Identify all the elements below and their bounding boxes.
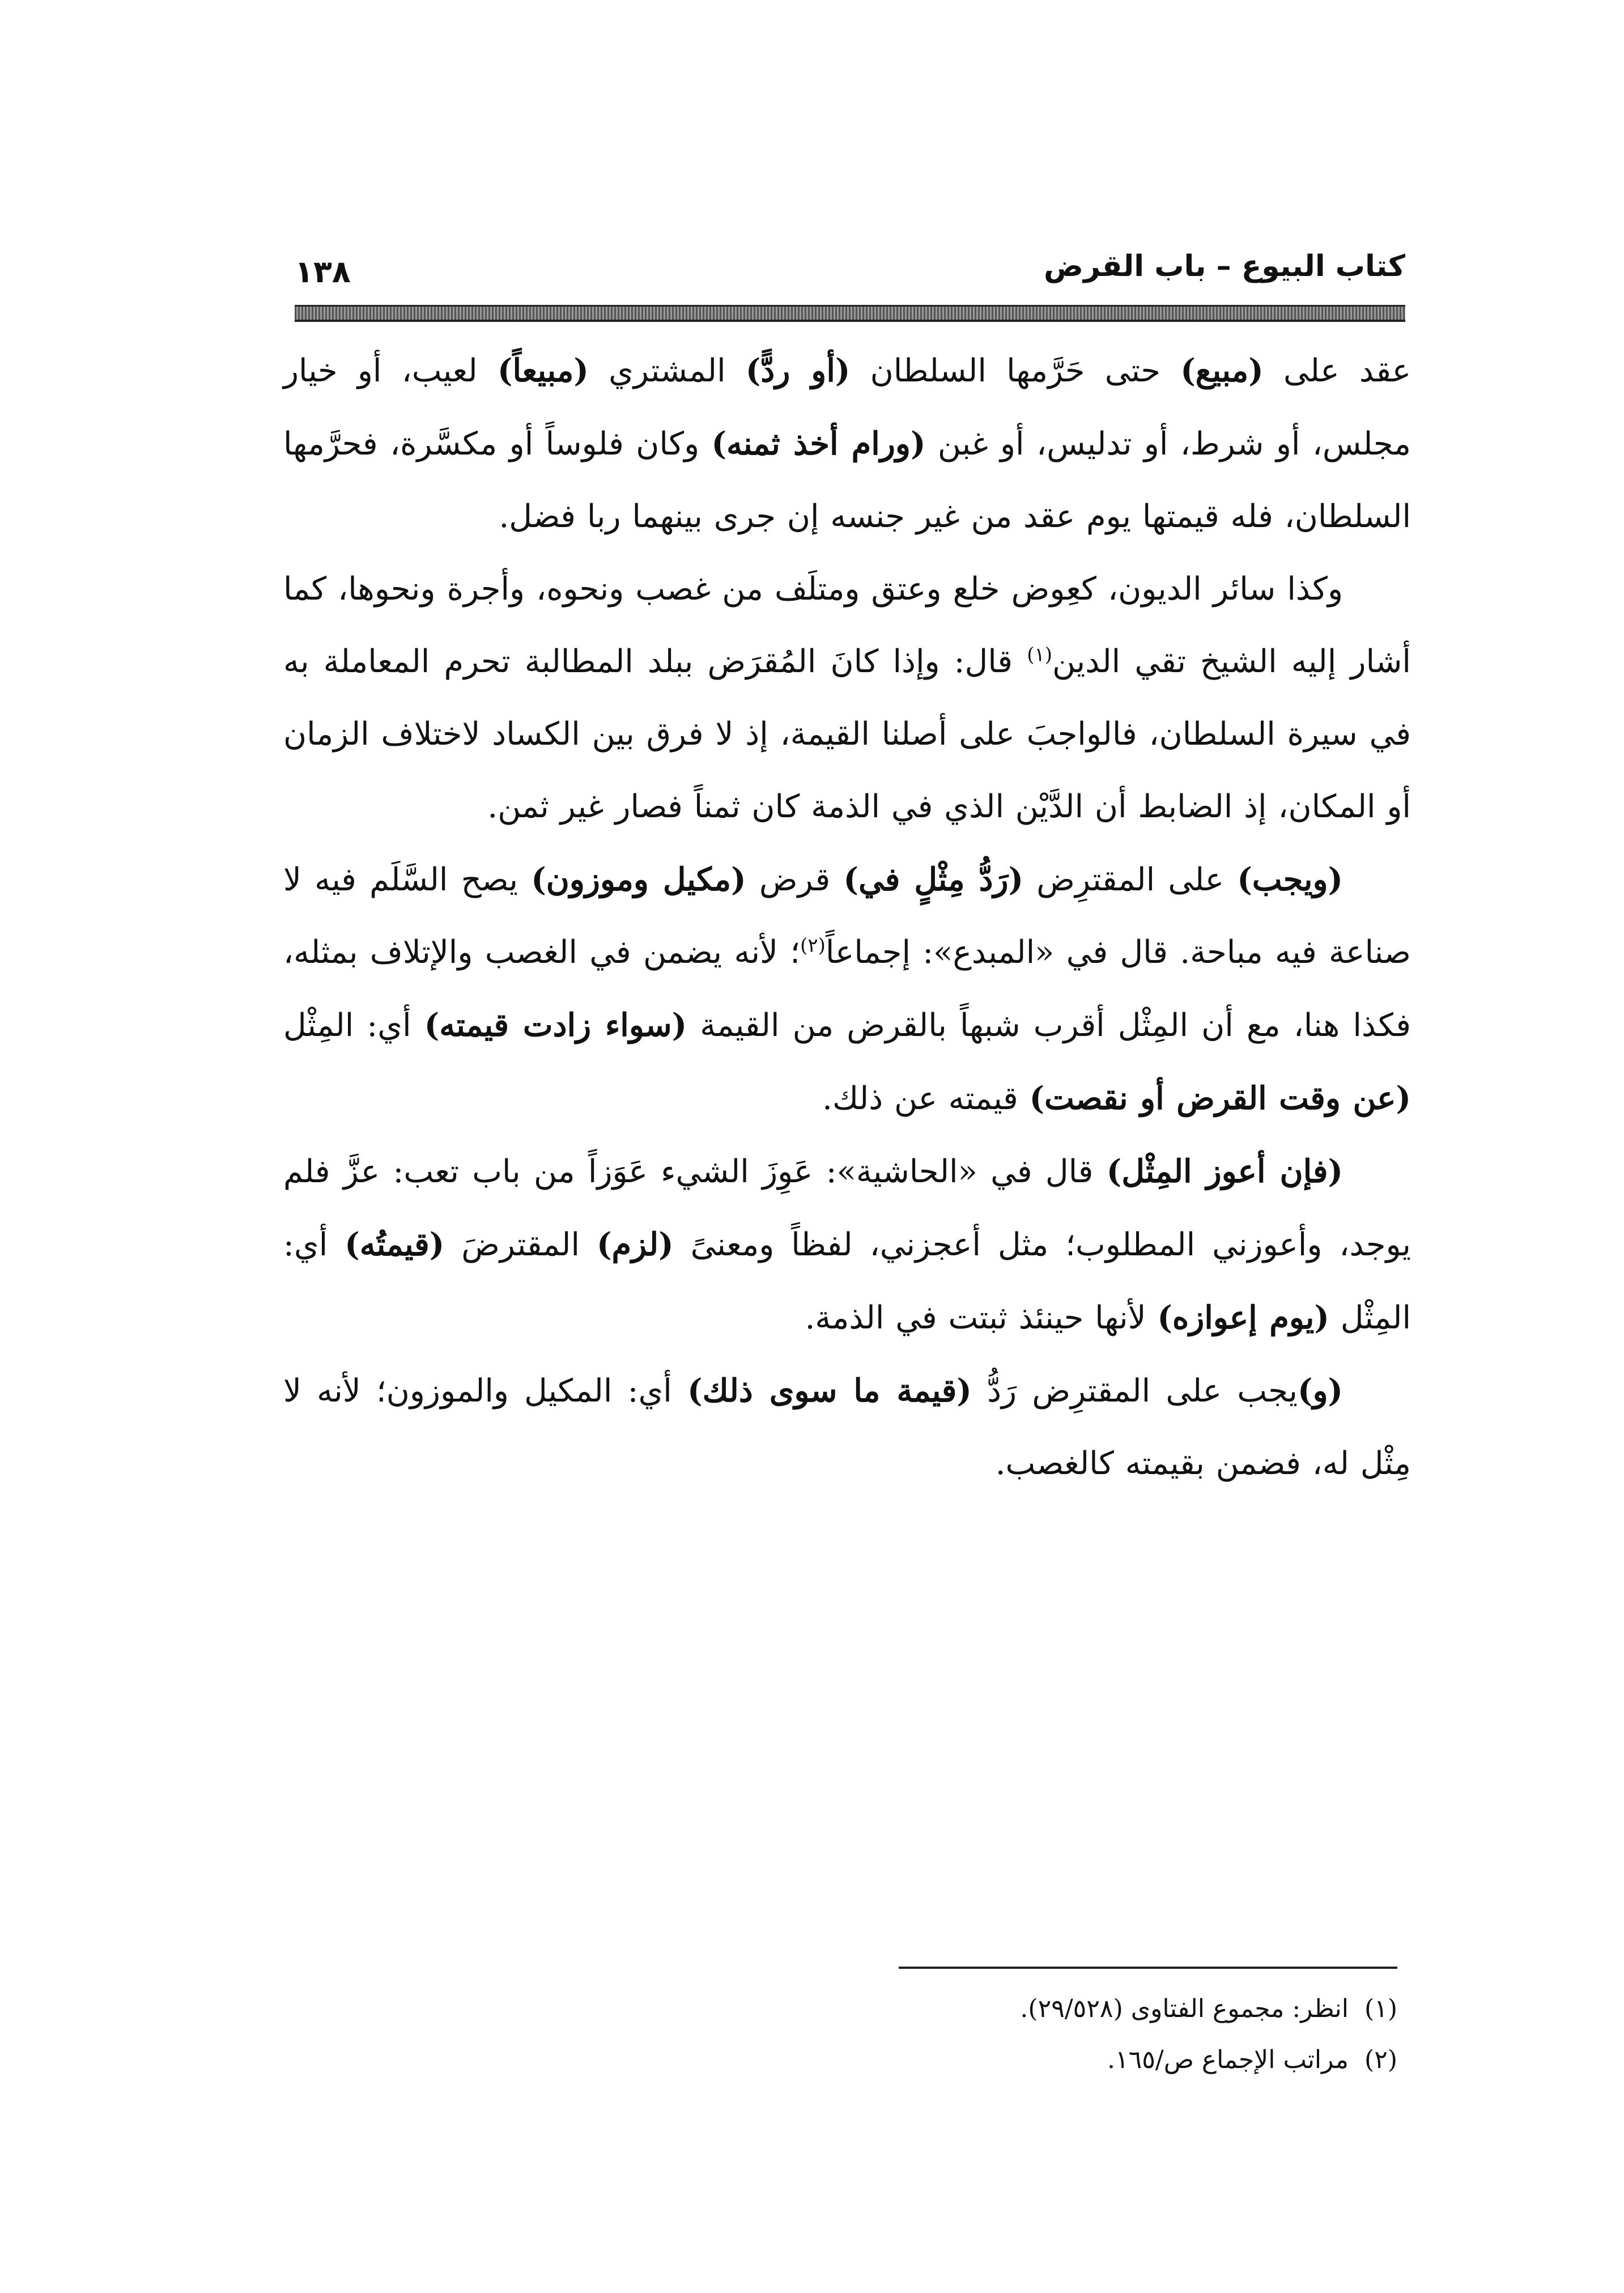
text-segment: قال: وإذا كانَ المُقرَض ببلد المطالبة تحرم المعاملة به في سيرة السلطان، فالواجبَ على أصلنا القيمة، إذ لا فرق بين الكساد لاختلاف الزمان أو المكان، إذ الضابط أن الدَّيْن الذي في الذمة كان ثمناً فصار غير ثمن. bbox=[283, 643, 1411, 825]
text-segment: يصح السَّلَم فيه لا صناعة فيه مباحة. قال في «المبدع»: إجماعاً bbox=[283, 861, 1411, 971]
text-segment: قرض bbox=[746, 861, 844, 898]
matn-text: (مكيل وموزون) bbox=[531, 861, 746, 898]
text-segment: أي: المِثْل bbox=[283, 1226, 1411, 1336]
matn-text: (فإن أعوز المِثْل) bbox=[1106, 1153, 1343, 1190]
footnote-1 bbox=[270, 1984, 1397, 2035]
text-segment: قيمته عن ذلك. bbox=[822, 1080, 1030, 1117]
matn-text: (أو ردًّ) bbox=[745, 352, 851, 389]
text-segment: على المقترِض bbox=[1023, 861, 1238, 898]
paragraph-2 bbox=[283, 553, 1411, 843]
matn-text: (قيمة ما سوى ذلك) bbox=[687, 1372, 972, 1409]
matn-text: (قيمتُه) bbox=[345, 1226, 445, 1263]
text-segment: وكذا سائر الديون، كعِوض خلع وعتق ومتلَف من غصب ونحوه، وأجرة ونحوها، كما أشار إليه الشيخ تقي الدين bbox=[283, 571, 1411, 680]
matn-text: (ورام أخذ ثمنه) bbox=[711, 425, 926, 462]
text-segment: لأنها حينئذ ثبتت في الذمة. bbox=[805, 1300, 1158, 1336]
footnote-number: (٢) bbox=[1364, 2045, 1397, 2074]
paragraph-1 bbox=[283, 334, 1411, 553]
page-header bbox=[295, 238, 1405, 300]
text-segment: المقترضَ bbox=[444, 1226, 597, 1263]
header-divider bbox=[295, 305, 1405, 322]
matn-text: (يوم إعوازه) bbox=[1157, 1299, 1329, 1336]
text-segment: حتى حَرَّمها السلطان bbox=[850, 353, 1181, 389]
text-segment: يجب على المقترِض رَدُّ bbox=[971, 1373, 1298, 1409]
footnote-marker: (١) bbox=[1027, 643, 1052, 666]
paragraph-4 bbox=[283, 1135, 1411, 1354]
text-segment: وكان فلوساً أو مكسَّرة، فحرَّمها السلطان، فله قيمتها يوم عقد من غير جنسه إن جرى بينهما ربا فضل. bbox=[283, 426, 1411, 535]
matn-text: (مبيعاً) bbox=[497, 352, 589, 389]
matn-text: (سواء زادت قيمته) bbox=[424, 1007, 687, 1044]
text-segment: المشتري bbox=[588, 353, 746, 389]
matn-text: (لزم) bbox=[597, 1226, 674, 1263]
matn-text: (و) bbox=[1297, 1372, 1344, 1409]
footnote-divider bbox=[899, 1967, 1397, 1969]
text-segment: عقد على bbox=[1263, 353, 1412, 389]
text-segment: أي: المِثْل bbox=[283, 1007, 424, 1044]
footnotes bbox=[270, 1984, 1397, 2086]
text-segment: لعيب، أو خيار مجلس، أو شرط، أو تدليس، أو غبن bbox=[283, 353, 1411, 462]
running-title: كتاب البيوع – باب القرض bbox=[1044, 249, 1405, 283]
matn-text: (رَدُّ مِثْلٍ في) bbox=[843, 861, 1024, 898]
matn-text: (مبيع) bbox=[1180, 352, 1264, 389]
text-segment: قال في «الحاشية»: عَوِزَ الشيء عَوَزاً من باب تعب: عزَّ فلم يوجد، وأعوزني المطلوب؛ مثل أعجزني، لفظاً ومعنىً bbox=[283, 1153, 1411, 1263]
footnote-text: مراتب الإجماع ص/١٦٥. bbox=[1107, 2045, 1349, 2074]
footnote-2 bbox=[270, 2035, 1397, 2086]
footnote-marker: (٢) bbox=[800, 934, 826, 957]
paragraph-5 bbox=[283, 1354, 1411, 1500]
paragraph-3 bbox=[283, 843, 1411, 1135]
matn-text: (عن وقت القرض أو نقصت) bbox=[1029, 1080, 1411, 1117]
page-number: ١٣٨ bbox=[295, 254, 351, 290]
body-text bbox=[283, 334, 1411, 1500]
text-segment: أي: المكيل والموزون؛ لأنه لا مِثْل له، فضمن بقيمته كالغصب. bbox=[283, 1373, 1411, 1482]
footnote-text: انظر: مجموع الفتاوى (٢٩/٥٢٨). bbox=[1020, 1994, 1349, 2023]
footnote-number: (١) bbox=[1364, 1994, 1397, 2023]
matn-text: (ويجب) bbox=[1237, 861, 1343, 898]
text-segment: ؛ لأنه يضمن في الغصب والإتلاف بمثله، فكذا هنا، مع أن المِثْل أقرب شبهاً بالقرض من القيمة bbox=[283, 934, 1411, 1044]
